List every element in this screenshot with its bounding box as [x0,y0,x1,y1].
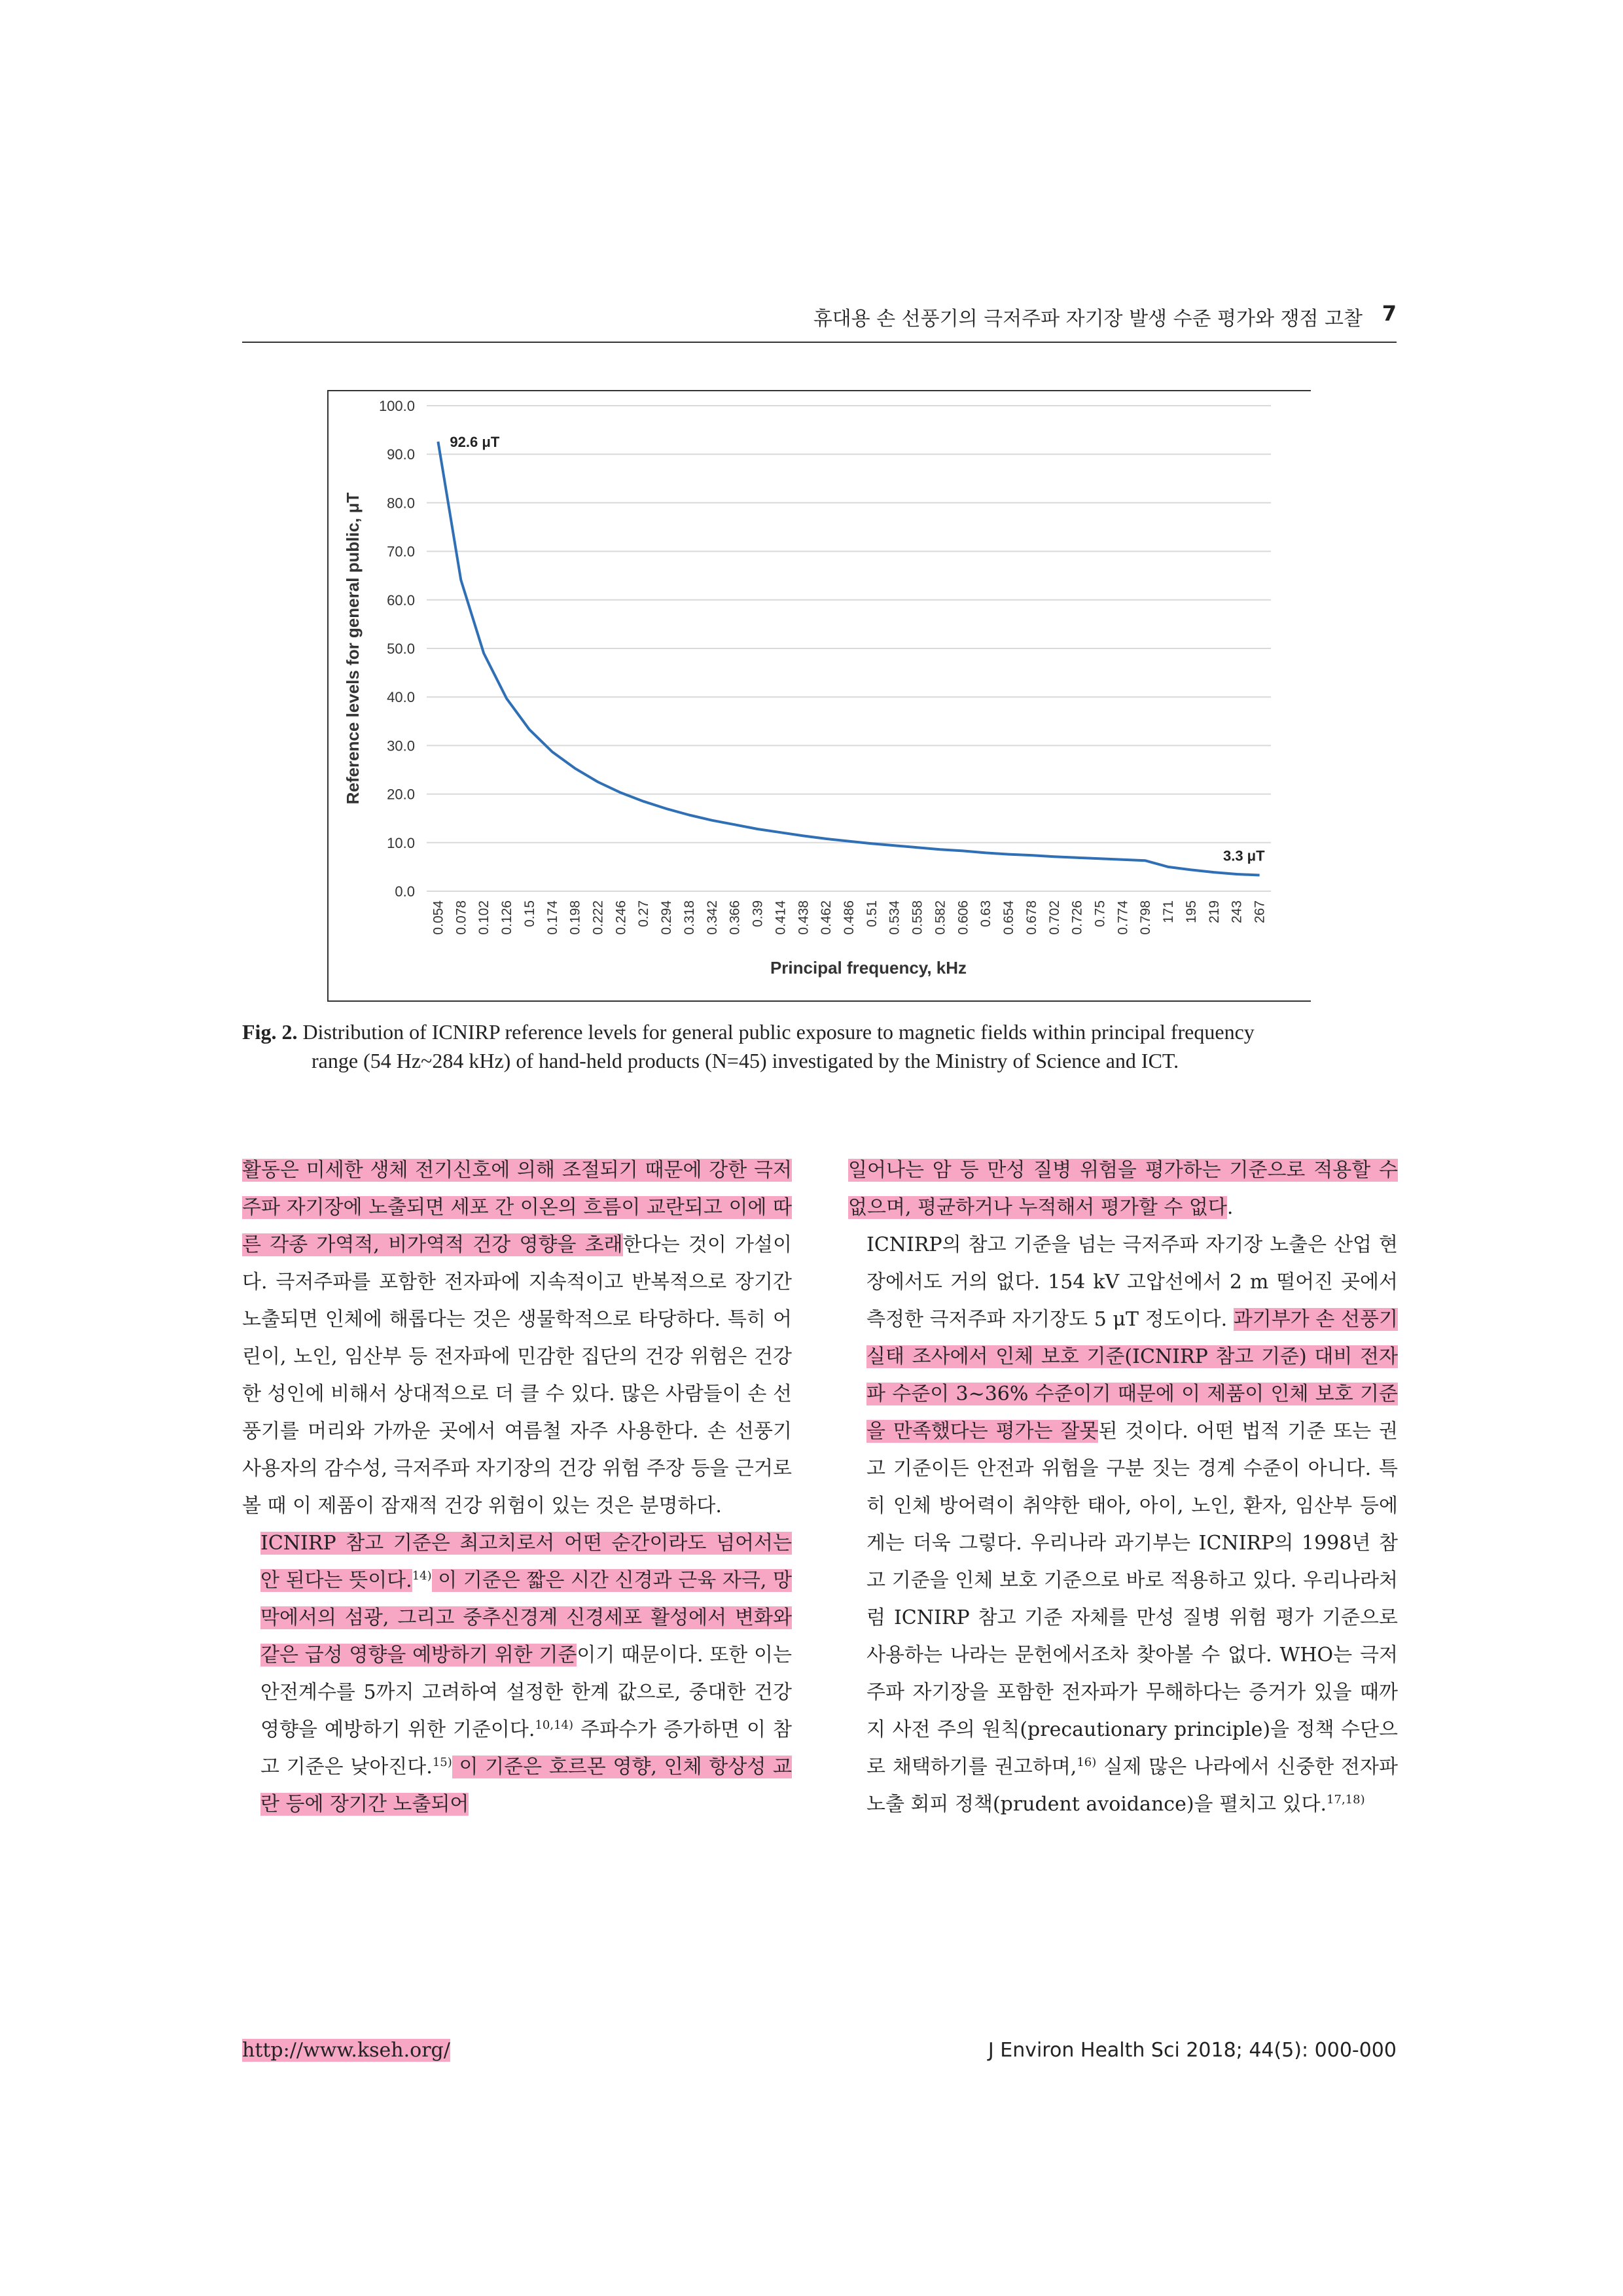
x-tick-label: 195 [1183,900,1199,924]
x-tick-label: 0.75 [1092,900,1108,927]
x-tick-label: 0.054 [431,900,446,935]
running-title: 휴대용 손 선풍기의 극저주파 자기장 발생 수준 평가와 쟁점 고찰 [813,308,1363,330]
x-tick-label: 0.774 [1115,900,1131,935]
citation: 16) [1077,1756,1097,1769]
x-tick-label: 0.51 [864,900,880,927]
x-tick-label: 0.534 [887,900,902,935]
data-label: 3.3 μT [1222,847,1265,864]
series-line [438,442,1259,875]
journal-citation: J Environ Health Sci 2018; 44(5): 000-000 [988,2039,1397,2062]
y-tick-label: 50.0 [387,641,415,657]
text: ICNIRP의 참고 기준을 넘는 극저주파 자기장 노출은 산업 현장에서도 거의 없다. 154 kV 고압선에서 2 m 떨어진 곳에서 측정한 극저주파 자기장도 5 μT 정도이다. [866,1233,1398,1331]
highlight: ICNIRP 참고 기준은 최고치로서 어떤 순간이라도 넘어서는 안 된다는 뜻이다. [260,1532,792,1592]
x-tick-label: 0.582 [933,900,948,935]
x-tick-label: 0.654 [1001,900,1017,935]
x-tick-label: 0.198 [567,900,583,935]
text: 주파수가 증가하면 이 참고 기준은 낮아진다. [260,1718,792,1778]
text: . [1226,1196,1234,1219]
x-tick-label: 171 [1161,900,1177,924]
citation: 15) [432,1756,452,1769]
left-paragraph-1 [242,1152,792,1525]
text: 실제 많은 나라에서 신중한 전자파 노출 회피 정책(prudent avoidance)을 펼치고 있다. [866,1756,1398,1816]
y-tick-label: 40.0 [387,689,415,706]
left-paragraph-2 [242,1525,792,1823]
page-number: 7 [1382,301,1397,326]
caption-line-2: range (54 Hz~284 kHz) of hand-held products (N=45) investigated by the Ministry of Science and ICT. [312,1049,1179,1072]
figure-caption [242,1017,1397,1075]
data-label: 92.6 μT [450,433,500,450]
journal-url-link[interactable]: http://www.kseh.org/ [242,2039,450,2062]
x-axis-label: Principal frequency, kHz [770,958,967,978]
x-tick-label: 0.318 [681,900,697,935]
x-tick-label: 0.39 [750,900,766,927]
x-tick-label: 0.222 [590,900,606,935]
y-tick-label: 10.0 [387,834,415,851]
x-tick-label: 0.102 [476,900,492,935]
y-tick-label: 0.0 [395,883,415,900]
x-tick-label: 0.606 [955,900,971,935]
right-column [848,1152,1398,1823]
figure-label: Fig. 2. [242,1020,298,1044]
x-tick-label: 219 [1206,900,1222,924]
x-tick-label: 0.726 [1069,900,1085,935]
y-tick-label: 20.0 [387,786,415,803]
y-axis-label: Reference levels for general public, μT [343,492,363,805]
x-tick-label: 0.27 [636,900,652,927]
running-header [242,302,1397,343]
x-tick-label: 0.126 [499,900,515,935]
x-tick-label: 0.15 [522,900,537,927]
text: 이기 때문이다. 또한 이는 안전계수를 5까지 고려하여 설정한 한계 값으로, 중대한 건강 영향을 예방하기 위한 기준이다. [260,1644,792,1741]
x-tick-label: 0.342 [704,900,720,935]
x-tick-label: 0.63 [978,900,994,927]
highlight: 활동은 미세한 생체 전기신호에 의해 조절되기 때문에 강한 극저주파 자기장에 노출되면 세포 간 이온의 흐름이 교란되고 이에 따른 각종 가역적, 비가역적 건강 영향을 초래 [242,1159,792,1256]
y-tick-label: 70.0 [387,543,415,560]
text: 한다는 것이 가설이다. 극저주파를 포함한 전자파에 지속적이고 반복적으로 장기간 노출되면 인체에 해롭다는 것은 생물학적으로 타당하다. 특히 어린이, 노인, 임산부 등 전자파에 민감한 집단의 건강 위험은 건강한 성인에 비해서 상대적으로 더 클 수 있다. 많은 사람들이 손 선풍기를 머리와 가까운 곳에서 여름철 자주 사용한다. 손 선풍기 사용자의 감수성, 극저주파 자기장의 건강 위험 주장 등을 근거로 볼 때 이 제품이 잠재적 건강 위험이 있는 것은 분명하다. [242,1233,792,1517]
x-tick-label: 0.246 [613,900,629,935]
y-tick-label: 90.0 [387,446,415,463]
x-tick-label: 0.798 [1138,900,1154,935]
citation: 17,18) [1327,1793,1365,1807]
y-tick-label: 30.0 [387,737,415,754]
highlight: 이 기준은 호르몬 영향, 인체 항상성 교란 등에 장기간 노출되어 [260,1756,792,1816]
x-tick-label: 0.078 [454,900,469,935]
x-tick-label: 0.558 [910,900,925,935]
text: 된 것이다. 어떤 법적 기준 또는 권고 기준이든 안전과 위험을 구분 짓는 경계 수준이 아니다. 특히 인체 방어력이 취약한 태아, 아이, 노인, 환자, 임산부 등에게는 더욱 그렇다. 우리나라 과기부는 ICNIRP의 1998년 참고 기준을 인체 보호 기준으로 바로 적용하고 있다. 우리나라처럼 ICNIRP 참고 기준 자체를 만성 질병 위험 평가 기준으로 사용하는 나라는 문헌에서조차 찾아볼 수 없다. WHO는 극저주파 자기장을 포함한 전자파가 무해하다는 증거가 있을 때까지 사전 주의 원칙(precautionary principle)을 정책 수단으로 채택하기를 권고하며, [866,1420,1399,1778]
x-tick-label: 243 [1229,900,1245,924]
highlight: 일어나는 암 등 만성 질병 위험을 평가하는 기준으로 적용할 수 없으며, 평균하거나 누적해서 평가할 수 없다 [848,1159,1398,1219]
right-paragraph-1 [848,1152,1398,1226]
highlight: 이 기준은 짧은 시간 신경과 근육 자극, 망막에서의 섬광, 그리고 중추신경계 신경세포 활성에서 변화와 같은 급성 영향을 예방하기 위한 기준 [260,1569,792,1667]
x-tick-label: 0.414 [773,900,789,935]
x-tick-label: 0.486 [842,900,857,935]
x-tick-label: 0.438 [796,900,812,935]
citation: 10,14) [535,1718,573,1732]
reference-level-chart [329,391,1309,999]
highlight: 과기부가 손 선풍기 실태 조사에서 인체 보호 기준(ICNIRP 참고 기준) 대비 전자파 수준이 3~36% 수준이기 때문에 이 제품이 인체 보호 기준을 만족했다는 평가는 잘못 [866,1308,1398,1443]
x-tick-label: 0.462 [819,900,834,935]
y-tick-label: 60.0 [387,592,415,609]
x-tick-label: 0.366 [727,900,743,935]
right-paragraph-2 [848,1226,1398,1823]
x-tick-label: 0.294 [659,900,675,935]
citation: 14) [412,1569,432,1583]
y-tick-label: 100.0 [378,398,415,414]
x-tick-label: 0.702 [1046,900,1062,935]
caption-line-1: Distribution of ICNIRP reference levels for general public exposure to magnetic fields within principal frequency [302,1020,1255,1044]
x-tick-label: 0.174 [544,900,560,935]
x-tick-label: 267 [1252,900,1268,924]
left-column [242,1152,792,1823]
y-tick-label: 80.0 [387,495,415,512]
x-tick-label: 0.678 [1024,900,1039,935]
